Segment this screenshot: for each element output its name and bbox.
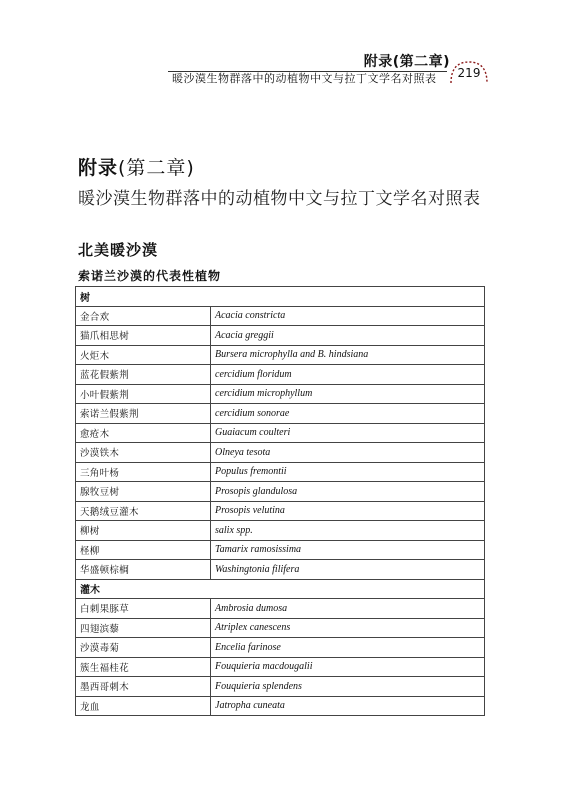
chinese-name-cell: 愈疮木 bbox=[76, 423, 211, 443]
subsection-title: 索诺兰沙漠的代表性植物 bbox=[78, 269, 222, 283]
table-row bbox=[76, 404, 485, 424]
chinese-name-cell: 蓝花假紫荆 bbox=[76, 365, 211, 385]
table-group-row bbox=[76, 579, 485, 599]
appendix-subtitle: 暖沙漠生物群落中的动植物中文与拉丁文学名对照表 bbox=[78, 189, 481, 209]
latin-name-cell: cercidium sonorae bbox=[211, 404, 485, 424]
latin-name-cell: Atriplex canescens bbox=[211, 618, 485, 638]
latin-name-cell: Fouquieria macdougalii bbox=[211, 657, 485, 677]
latin-name-cell: cercidium floridum bbox=[211, 365, 485, 385]
group-label: 树 bbox=[76, 287, 485, 307]
latin-name-cell: Prosopis glandulosa bbox=[211, 482, 485, 502]
latin-name-cell: Tamarix ramosissima bbox=[211, 540, 485, 560]
section-title: 北美暖沙漠 bbox=[78, 241, 159, 259]
table-row bbox=[76, 365, 485, 385]
chinese-name-cell: 龙血 bbox=[76, 696, 211, 716]
chinese-name-cell: 沙漠毒菊 bbox=[76, 638, 211, 658]
chinese-name-cell: 金合欢 bbox=[76, 306, 211, 326]
table-row bbox=[76, 462, 485, 482]
latin-name-cell: Washingtonia filifera bbox=[211, 560, 485, 580]
latin-name-cell: Fouquieria splendens bbox=[211, 677, 485, 697]
chinese-name-cell: 墨西哥刺木 bbox=[76, 677, 211, 697]
header-subtitle: 暖沙漠生物群落中的动植物中文与拉丁文学名对照表 bbox=[172, 72, 437, 85]
chinese-name-cell: 火炬木 bbox=[76, 345, 211, 365]
appendix-title-chapter: (第二章) bbox=[118, 157, 195, 179]
latin-name-cell: Guaiacum coulteri bbox=[211, 423, 485, 443]
table-row bbox=[76, 638, 485, 658]
latin-name-cell: salix spp. bbox=[211, 521, 485, 541]
chinese-name-cell: 华盛顿棕榈 bbox=[76, 560, 211, 580]
chinese-name-cell: 三角叶杨 bbox=[76, 462, 211, 482]
group-label: 灌木 bbox=[76, 579, 485, 599]
latin-name-cell: Acacia constricta bbox=[211, 306, 485, 326]
chinese-name-cell: 沙漠铁木 bbox=[76, 443, 211, 463]
chinese-name-cell: 簇生福桂花 bbox=[76, 657, 211, 677]
header-chapter: 附录(第二章) bbox=[363, 54, 450, 70]
table-row bbox=[76, 326, 485, 346]
latin-name-cell: Populus fremontii bbox=[211, 462, 485, 482]
table-row bbox=[76, 696, 485, 716]
chinese-name-cell: 腺牧豆树 bbox=[76, 482, 211, 502]
page-number-badge bbox=[452, 62, 486, 84]
chinese-name-cell: 柽柳 bbox=[76, 540, 211, 560]
table-row bbox=[76, 657, 485, 677]
table-row bbox=[76, 560, 485, 580]
table-row bbox=[76, 423, 485, 443]
latin-name-cell: Encelia farinose bbox=[211, 638, 485, 658]
table-row bbox=[76, 540, 485, 560]
species-table bbox=[75, 286, 485, 716]
table-row bbox=[76, 384, 485, 404]
appendix-title-label: 附录 bbox=[78, 157, 119, 179]
table-row bbox=[76, 482, 485, 502]
latin-name-cell: cercidium microphyllum bbox=[211, 384, 485, 404]
table-group-row bbox=[76, 287, 485, 307]
chinese-name-cell: 白刺果豚草 bbox=[76, 599, 211, 619]
latin-name-cell: Ambrosia dumosa bbox=[211, 599, 485, 619]
table-row bbox=[76, 501, 485, 521]
latin-name-cell: Bursera microphylla and B. hindsiana bbox=[211, 345, 485, 365]
table-row bbox=[76, 306, 485, 326]
chinese-name-cell: 柳树 bbox=[76, 521, 211, 541]
table-row bbox=[76, 443, 485, 463]
latin-name-cell: Olneya tesota bbox=[211, 443, 485, 463]
table-row bbox=[76, 521, 485, 541]
chinese-name-cell: 天鹅绒豆灌木 bbox=[76, 501, 211, 521]
table-row bbox=[76, 345, 485, 365]
chinese-name-cell: 索诺兰假紫荆 bbox=[76, 404, 211, 424]
table-row bbox=[76, 677, 485, 697]
chinese-name-cell: 四翅滨藜 bbox=[76, 618, 211, 638]
table-row bbox=[76, 618, 485, 638]
latin-name-cell: Prosopis velutina bbox=[211, 501, 485, 521]
chinese-name-cell: 小叶假紫荆 bbox=[76, 384, 211, 404]
latin-name-cell: Jatropha cuneata bbox=[211, 696, 485, 716]
table-row bbox=[76, 599, 485, 619]
running-header bbox=[0, 0, 570, 100]
page-number: 219 bbox=[457, 66, 481, 80]
latin-name-cell: Acacia greggii bbox=[211, 326, 485, 346]
appendix-title bbox=[78, 153, 195, 180]
chinese-name-cell: 猫爪相思树 bbox=[76, 326, 211, 346]
